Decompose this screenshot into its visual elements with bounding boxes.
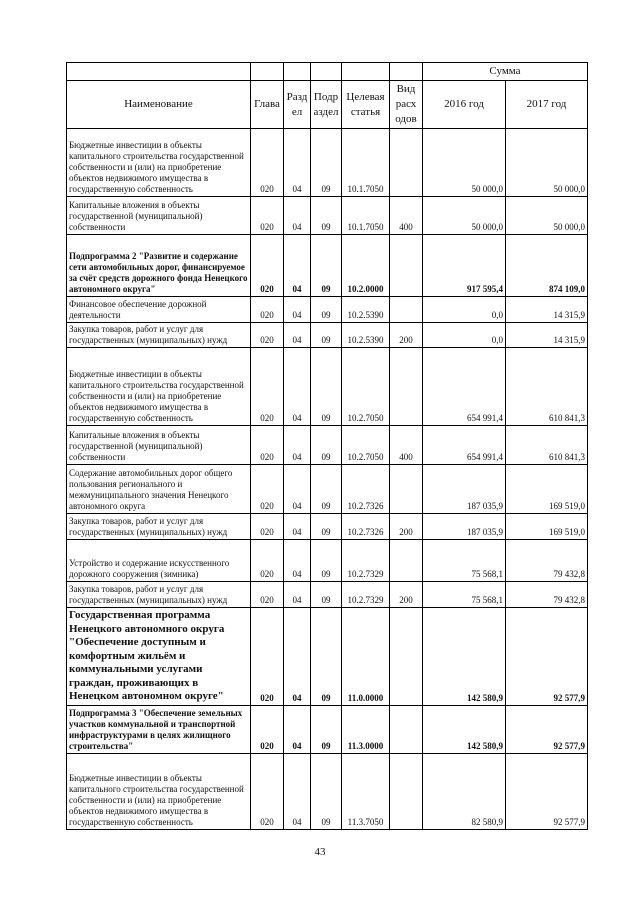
table-row — [67, 235, 588, 297]
row-statya: 10.2.7326 — [342, 465, 390, 514]
row-vid: 200 — [390, 582, 423, 608]
header-blank-vid — [390, 63, 423, 81]
row-vid — [390, 235, 423, 297]
row-statya: 10.2.5390 — [342, 323, 390, 348]
row-2016: 75 568,1 — [423, 582, 506, 608]
header-name: Наименование — [67, 81, 251, 129]
row-razdel: 04 — [284, 323, 311, 348]
row-razdel: 04 — [284, 129, 311, 197]
table-row — [67, 297, 588, 323]
row-vid: 200 — [390, 323, 423, 348]
row-2017: 169 519,0 — [506, 465, 588, 514]
row-2016: 75 568,1 — [423, 540, 506, 582]
header-podrazdel: Подр аздел — [311, 81, 342, 129]
row-podrazdel: 09 — [311, 129, 342, 197]
row-2017: 874 109,0 — [506, 235, 588, 297]
row-statya: 10.2.5390 — [342, 297, 390, 323]
row-podrazdel: 09 — [311, 582, 342, 608]
row-name: Подпрограмма 2 "Развитие и содержание сети автомобильных дорог, финансируемое за счёт средств дорожного фонда Ненецкого автономного округа" — [67, 235, 251, 297]
table-row — [67, 323, 588, 348]
row-statya: 10.2.7050 — [342, 348, 390, 426]
row-2016: 654 991,4 — [423, 426, 506, 465]
row-2017: 79 432,8 — [506, 540, 588, 582]
row-podrazdel: 09 — [311, 540, 342, 582]
table-row — [67, 540, 588, 582]
table-row — [67, 465, 588, 514]
row-2016: 142 580,9 — [423, 608, 506, 706]
row-statya: 11.3.7050 — [342, 753, 390, 829]
row-vid: 400 — [390, 197, 423, 235]
row-glava: 020 — [251, 705, 284, 753]
table-row — [67, 197, 588, 235]
header-2016: 2016 год — [423, 81, 506, 129]
row-podrazdel: 09 — [311, 197, 342, 235]
row-name: Содержание автомобильных дорог общего пользования регионального и межмуниципального значения Ненецкого автономного округа — [67, 465, 251, 514]
row-2017: 610 841,3 — [506, 348, 588, 426]
row-podrazdel: 09 — [311, 514, 342, 540]
row-glava: 020 — [251, 323, 284, 348]
row-name: Устройство и содержание искусственного дорожного сооружения (зимника) — [67, 540, 251, 582]
row-glava: 020 — [251, 514, 284, 540]
row-razdel: 04 — [284, 540, 311, 582]
row-glava: 020 — [251, 540, 284, 582]
row-name: Бюджетные инвестиции в объекты капитального строительства государственной собственности и (или) на приобретение объектов недвижимого имущества в государственную собственность — [67, 348, 251, 426]
header-summa: Сумма — [423, 63, 588, 81]
header-razdel: Разд ел — [284, 81, 311, 129]
row-vid — [390, 348, 423, 426]
row-vid — [390, 540, 423, 582]
row-name: Капитальные вложения в объекты государственной (муниципальной) собственности — [67, 197, 251, 235]
row-2016: 654 991,4 — [423, 348, 506, 426]
row-2016: 50 000,0 — [423, 129, 506, 197]
row-statya: 10.2.7326 — [342, 514, 390, 540]
row-vid: 400 — [390, 426, 423, 465]
header-blank-glava — [251, 63, 284, 81]
row-2017: 169 519,0 — [506, 514, 588, 540]
row-statya: 11.3.0000 — [342, 705, 390, 753]
row-glava: 020 — [251, 129, 284, 197]
row-razdel: 04 — [284, 465, 311, 514]
row-glava: 020 — [251, 197, 284, 235]
row-razdel: 04 — [284, 197, 311, 235]
row-razdel: 04 — [284, 753, 311, 829]
row-glava: 020 — [251, 348, 284, 426]
row-vid — [390, 129, 423, 197]
row-podrazdel: 09 — [311, 348, 342, 426]
header-blank-name — [67, 63, 251, 81]
row-statya: 11.0.0000 — [342, 608, 390, 706]
row-2017: 610 841,3 — [506, 426, 588, 465]
table-row — [67, 129, 588, 197]
row-statya: 10.2.7329 — [342, 582, 390, 608]
row-vid — [390, 465, 423, 514]
row-2017: 14 315,9 — [506, 297, 588, 323]
row-2017: 50 000,0 — [506, 129, 588, 197]
table-row — [67, 753, 588, 829]
row-2016: 142 580,9 — [423, 705, 506, 753]
row-statya: 10.1.7050 — [342, 197, 390, 235]
row-2017: 92 577,9 — [506, 705, 588, 753]
row-name: Бюджетные инвестиции в объекты капитального строительства государственной собственности и (или) на приобретение объектов недвижимого имущества в государственную собственность — [67, 129, 251, 197]
row-2017: 92 577,9 — [506, 753, 588, 829]
row-glava: 020 — [251, 426, 284, 465]
row-glava: 020 — [251, 753, 284, 829]
row-name: Подпрограмма 3 "Обеспечение земельных участков коммунальной и транспортной инфраструктурами в целях жилищного строительства" — [67, 705, 251, 753]
row-name: Закупка товаров, работ и услуг для государственных (муниципальных) нужд — [67, 514, 251, 540]
row-2017: 92 577,9 — [506, 608, 588, 706]
header-blank-razdel — [284, 63, 311, 81]
row-glava: 020 — [251, 297, 284, 323]
row-razdel: 04 — [284, 608, 311, 706]
table-row — [67, 582, 588, 608]
row-statya: 10.2.7329 — [342, 540, 390, 582]
row-podrazdel: 09 — [311, 608, 342, 706]
row-name: Закупка товаров, работ и услуг для государственных (муниципальных) нужд — [67, 323, 251, 348]
row-vid: 200 — [390, 514, 423, 540]
row-statya: 10.2.0000 — [342, 235, 390, 297]
page-number: 43 — [314, 846, 326, 858]
row-razdel: 04 — [284, 348, 311, 426]
row-2016: 187 035,9 — [423, 465, 506, 514]
header-blank-statya — [342, 63, 390, 81]
header-glava: Глава — [251, 81, 284, 129]
row-2016: 50 000,0 — [423, 197, 506, 235]
row-razdel: 04 — [284, 514, 311, 540]
row-podrazdel: 09 — [311, 753, 342, 829]
row-2016: 0,0 — [423, 323, 506, 348]
row-name: Капитальные вложения в объекты государственной (муниципальной) собственности — [67, 426, 251, 465]
row-glava: 020 — [251, 465, 284, 514]
header-vid: Вид расх одов — [390, 81, 423, 129]
row-podrazdel: 09 — [311, 323, 342, 348]
row-2016: 187 035,9 — [423, 514, 506, 540]
row-podrazdel: 09 — [311, 297, 342, 323]
header-blank-podrazdel — [311, 63, 342, 81]
table-row — [67, 608, 588, 706]
table-row — [67, 426, 588, 465]
row-podrazdel: 09 — [311, 705, 342, 753]
row-razdel: 04 — [284, 297, 311, 323]
table-row — [67, 514, 588, 540]
row-2016: 82 580,9 — [423, 753, 506, 829]
row-glava: 020 — [251, 582, 284, 608]
row-glava: 020 — [251, 235, 284, 297]
row-vid — [390, 705, 423, 753]
header-statya: Целевая статья — [342, 81, 390, 129]
row-razdel: 04 — [284, 235, 311, 297]
row-statya: 10.1.7050 — [342, 129, 390, 197]
row-name: Государственная программа Ненецкого автономного округа "Обеспечение доступным и комфортным жильём и коммунальными услугами граждан, проживающих в Ненецком автономном округе" — [67, 608, 251, 706]
budget-table — [66, 62, 588, 830]
row-name: Закупка товаров, работ и услуг для государственных (муниципальных) нужд — [67, 582, 251, 608]
row-razdel: 04 — [284, 582, 311, 608]
row-podrazdel: 09 — [311, 465, 342, 514]
row-2016: 0,0 — [423, 297, 506, 323]
header-2017: 2017 год — [506, 81, 588, 129]
row-2017: 50 000,0 — [506, 197, 588, 235]
row-glava: 020 — [251, 608, 284, 706]
row-razdel: 04 — [284, 705, 311, 753]
row-2016: 917 595,4 — [423, 235, 506, 297]
row-2017: 14 315,9 — [506, 323, 588, 348]
row-razdel: 04 — [284, 426, 311, 465]
row-vid — [390, 297, 423, 323]
row-podrazdel: 09 — [311, 235, 342, 297]
row-name: Финансовое обеспечение дорожной деятельности — [67, 297, 251, 323]
table-row — [67, 348, 588, 426]
row-statya: 10.2.7050 — [342, 426, 390, 465]
row-vid — [390, 608, 423, 706]
row-vid — [390, 753, 423, 829]
row-name: Бюджетные инвестиции в объекты капитального строительства государственной собственности и (или) на приобретение объектов недвижимого имущества в государственную собственность — [67, 753, 251, 829]
row-podrazdel: 09 — [311, 426, 342, 465]
row-2017: 79 432,8 — [506, 582, 588, 608]
budget-table-sheet — [66, 62, 587, 830]
table-row — [67, 705, 588, 753]
